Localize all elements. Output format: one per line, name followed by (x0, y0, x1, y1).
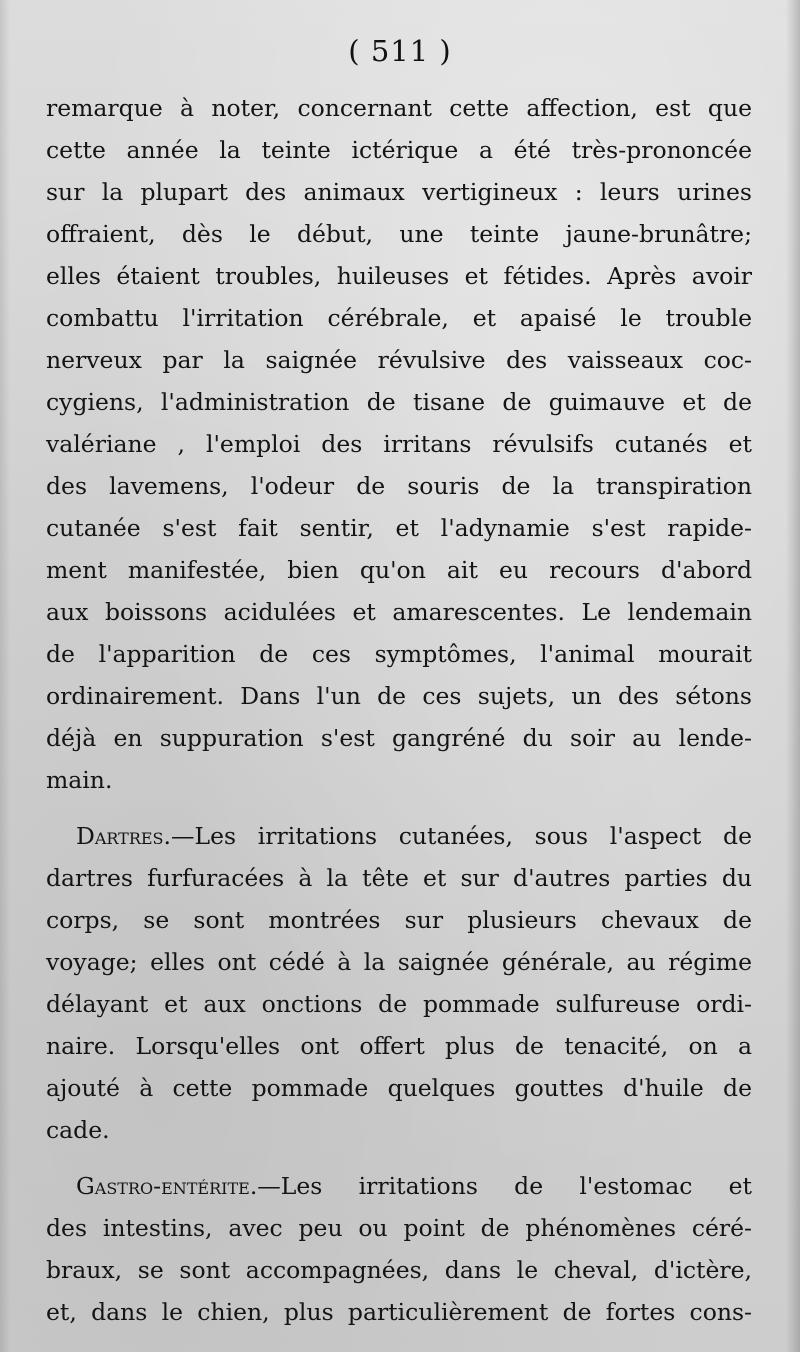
text-line (46, 1165, 752, 1207)
paragraph-gastro-enterite (46, 1165, 752, 1333)
text-line: corps, se sont montrées sur plusieurs chevaux de (46, 906, 752, 934)
text-line: des intestins, avec peu ou point de phénomènes céré- (46, 1214, 752, 1242)
paragraph-vertigo-continued (46, 87, 752, 801)
text-line: naire. Lorsqu'elles ont offert plus de tenacité, on a (46, 1032, 752, 1060)
paragraph-spacer (46, 801, 752, 815)
page-number: ( 511 ) (348, 34, 452, 68)
text-line: nerveux par la saignée révulsive des vaisseaux coc- (46, 346, 752, 374)
text-line: et, dans le chien, plus particulièrement de fortes cons- (46, 1298, 752, 1326)
text-span: —Les irritations de l'estomac et (257, 1172, 752, 1200)
text-line: ment manifestée, bien qu'on ait eu recours d'abord (46, 556, 752, 584)
text-line: remarque à noter, concernant cette affection, est que (46, 94, 752, 122)
body-text (46, 87, 752, 1333)
section-heading-gastro-enterite: Gastro-entérite. (76, 1172, 258, 1200)
page-edge-shadow-right (786, 0, 800, 1352)
text-line (46, 815, 752, 857)
page-edge-shadow-left (0, 0, 10, 1352)
text-line: ajouté à cette pommade quelques gouttes d'huile de (46, 1074, 752, 1102)
text-span: —Les irritations cutanées, sous l'aspect de (171, 822, 752, 850)
text-line: sur la plupart des animaux vertigineux : leurs urines (46, 178, 752, 206)
text-line: cutanée s'est fait sentir, et l'adynamie s'est rapide- (46, 514, 752, 542)
text-line: cette année la teinte ictérique a été très-prononcée (46, 136, 752, 164)
text-line: déjà en suppuration s'est gangréné du soir au lende- (46, 724, 752, 752)
paragraph-dartres (46, 815, 752, 1151)
text-line: cygiens, l'administration de tisane de guimauve et de (46, 388, 752, 416)
text-line: aux boissons acidulées et amarescentes. Le lendemain (46, 598, 752, 626)
text-line: ordinairement. Dans l'un de ces sujets, un des sétons (46, 682, 752, 710)
section-heading-dartres: Dartres. (76, 822, 171, 850)
text-line: de l'apparition de ces symptômes, l'animal mourait (46, 640, 752, 668)
text-line: délayant et aux onctions de pommade sulfureuse ordi- (46, 990, 752, 1018)
text-line: combattu l'irritation cérébrale, et apaisé le trouble (46, 304, 752, 332)
text-line: valériane , l'emploi des irritans révulsifs cutanés et (46, 430, 752, 458)
text-line: braux, se sont accompagnées, dans le cheval, d'ictère, (46, 1256, 752, 1284)
text-line: cade. (46, 1116, 110, 1144)
text-line: offraient, dès le début, une teinte jaune-brunâtre; (46, 220, 752, 248)
text-line: elles étaient troubles, huileuses et fétides. Après avoir (46, 262, 752, 290)
text-line: voyage; elles ont cédé à la saignée générale, au régime (46, 948, 752, 976)
paragraph-spacer (46, 1151, 752, 1165)
text-line: main. (46, 766, 113, 794)
text-line: des lavemens, l'odeur de souris de la transpiration (46, 472, 752, 500)
text-line: dartres furfuracées à la tête et sur d'autres parties du (46, 864, 752, 892)
